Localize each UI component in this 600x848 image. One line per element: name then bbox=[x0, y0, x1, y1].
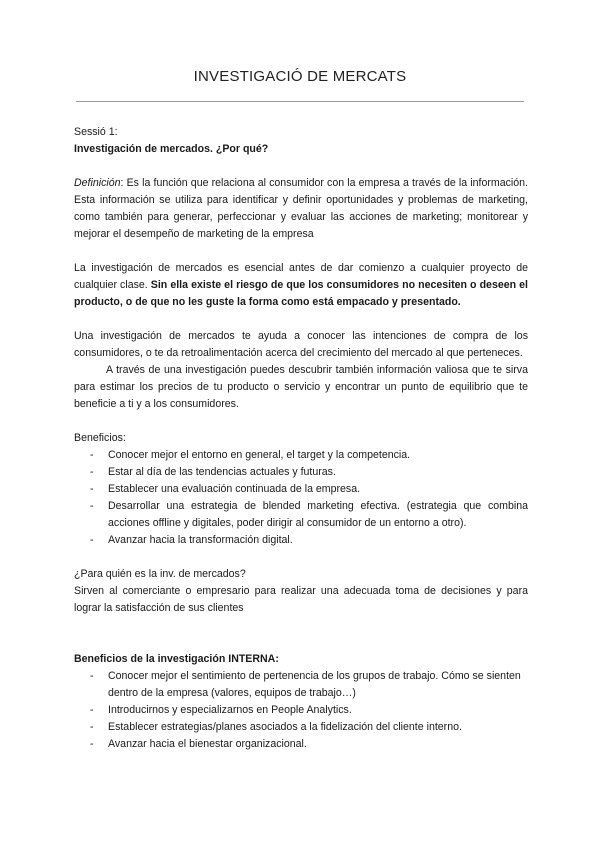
for-whom-answer: Sirven al comerciante o empresario para realizar una adecuada toma de decisiones y para lograr la satisfacción de sus clientes bbox=[74, 585, 528, 614]
list-item: - Establecer una evaluación continuada de la empresa. bbox=[108, 481, 528, 498]
paragraph-pricing: A través de una investigación puedes descubrir también información valiosa que te sirva para estimar los precios de tu producto o servicio y encontrar un punto de equilibrio que te beneficie a ti y a los consumidores. bbox=[74, 364, 528, 410]
definition-paragraph bbox=[74, 175, 528, 243]
list-item: - Estar al día de las tendencias actuales y futuras. bbox=[108, 464, 528, 481]
paragraph-purchase-intentions: Una investigación de mercados te ayuda a conocer las intenciones de compra de los consumidores, o te da retroalimentación acerca del crecimiento del mercado al que perteneces. bbox=[74, 330, 528, 359]
paragraph-importance-bold: Sin ella existe el riesgo de que los consumidores no necesiten o deseen el producto, o de que no les guste la forma como está empacado y presentado. bbox=[74, 279, 528, 308]
paragraph-importance bbox=[74, 260, 528, 311]
list-item: - Avanzar hacia el bienestar organizacional. bbox=[108, 736, 528, 753]
paragraph-importance-text: La investigación de mercados es esencial antes de dar comienzo a cualquier proyecto de cualquier clase. bbox=[74, 262, 528, 291]
page-title: INVESTIGACIÓ DE MERCATS bbox=[193, 68, 407, 85]
list-item: - Conocer mejor el sentimiento de pertenencia de los grupos de trabajo. Cómo se sienten dentro de la empresa (valores, equipos de trabajo…) bbox=[108, 668, 528, 702]
definition-separator: : bbox=[120, 177, 124, 189]
for-whom-question: ¿Para quién es la inv. de mercados? bbox=[74, 568, 246, 580]
document-body bbox=[74, 124, 528, 753]
definition-text: Es la función que relaciona al consumidor con la empresa a través de la información. Esta información se utiliza para identificar y definir oportunidades y problemas de marketing, como también para generar, perfeccionar y evaluar las acciones de marketing; monitorear y mejorar el desempeño de marketing de la empresa bbox=[74, 177, 528, 240]
list-item: - Conocer mejor el entorno en general, el target y la competencia. bbox=[108, 447, 528, 464]
title-divider bbox=[76, 101, 524, 102]
list-item: - Desarrollar una estrategia de blended marketing efectiva. (estrategia que combina acciones offline y digitales, poder dirigir al consumidor de un entorno a otro). bbox=[108, 498, 528, 532]
benefits-label: Beneficios: bbox=[74, 432, 126, 444]
benefits-list bbox=[74, 447, 528, 549]
list-item: - Introducirnos y especializarnos en People Analytics. bbox=[108, 702, 528, 719]
internal-benefits-heading: Beneficios de la investigación INTERNA: bbox=[74, 653, 279, 665]
definition-term: Definición bbox=[74, 177, 121, 189]
session-label: Sessió 1: bbox=[74, 126, 118, 138]
list-item: - Avanzar hacia la transformación digital. bbox=[108, 532, 528, 549]
internal-benefits-list bbox=[74, 668, 528, 753]
list-item: - Establecer estrategias/planes asociados a la fidelización del cliente interno. bbox=[108, 719, 528, 736]
session-heading: Investigación de mercados. ¿Por qué? bbox=[74, 143, 269, 155]
